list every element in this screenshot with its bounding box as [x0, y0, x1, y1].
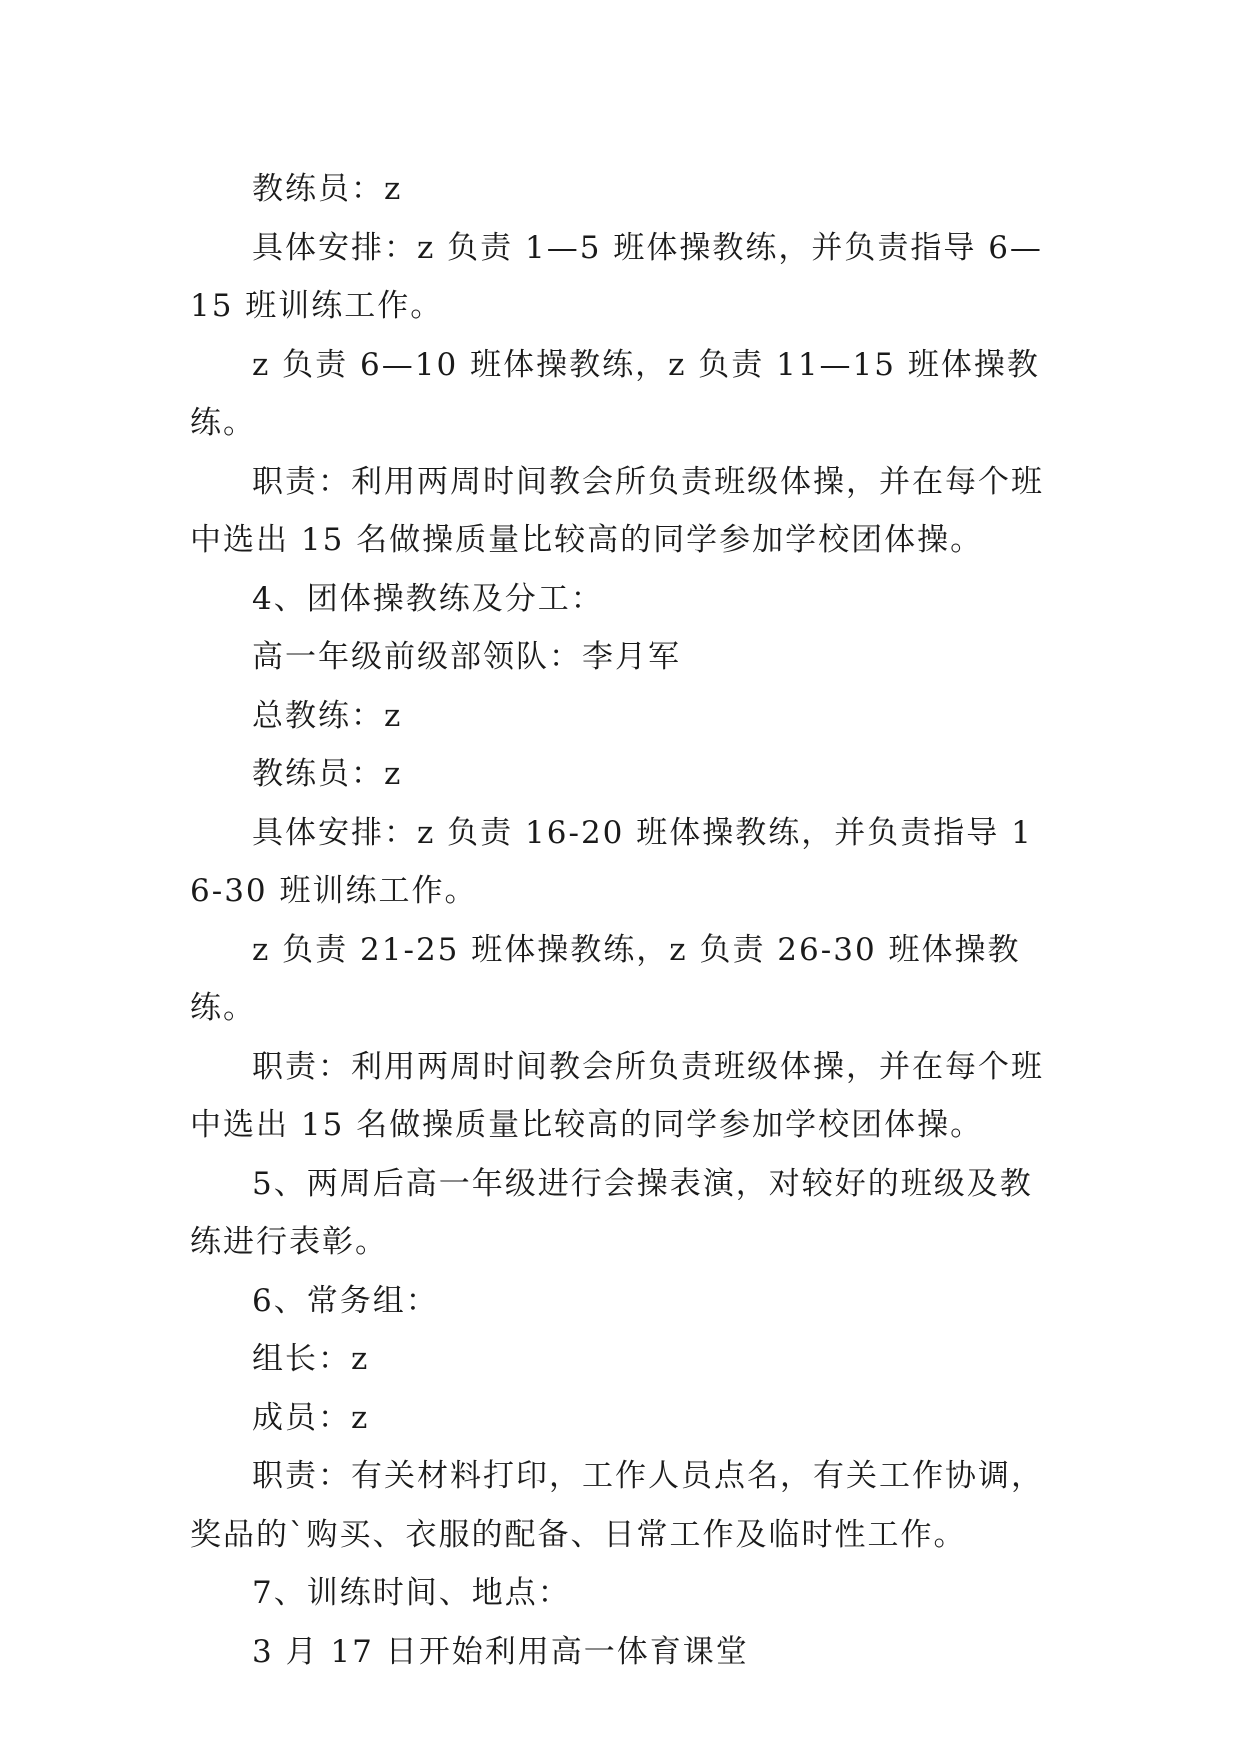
paragraph-duties-3: 职责：有关材料打印，工作人员点名，有关工作协调，奖品的`购买、衣服的配备、日常工作及临时性工作。	[190, 1458, 1044, 1553]
paragraph-training-start: 3 月 17 日开始利用高一体育课堂	[252, 1633, 749, 1670]
document-body	[190, 160, 1050, 1681]
paragraph-section-5: 5、两周后高一年级进行会操表演，对较好的班级及教练进行表彰。	[190, 1165, 1033, 1260]
paragraph-section-6-heading: 6、常务组：	[252, 1282, 439, 1319]
paragraph-section-7-heading: 7、训练时间、地点：	[252, 1575, 571, 1611]
paragraph-specific-arrangement-2: 具体安排：z 负责 16-20 班体操教练，并负责指导 16-30 班训练工作。	[190, 814, 1033, 909]
paragraph-specific-arrangement: 具体安排：z 负责 1—5 班体操教练，并负责指导 6—15 班训练工作。	[190, 229, 1043, 324]
paragraph-coach-staff-2: 教练员：z	[252, 756, 403, 792]
paragraph-section-4-heading: 4、团体操教练及分工：	[252, 580, 604, 617]
paragraph-duties-2: 职责：利用两周时间教会所负责班级体操，并在每个班中选出 15 名做操质量比较高的同学参加学校团体操。	[190, 1048, 1044, 1143]
paragraph-class-assignment-2: z 负责 21-25 班体操教练，z 负责 26-30 班体操教练。	[190, 931, 1021, 1026]
paragraph-group-leader: 组长：z	[252, 1341, 370, 1377]
paragraph-members: 成员：z	[252, 1399, 370, 1436]
paragraph-class-assignment: z 负责 6—10 班体操教练，z 负责 11—15 班体操教练。	[190, 346, 1040, 441]
paragraph-coach-staff: 教练员：z	[252, 171, 403, 207]
paragraph-head-coach: 总教练：z	[252, 697, 403, 734]
paragraph-team-leader: 高一年级前级部领队：李月军	[252, 639, 681, 675]
paragraph-duties: 职责：利用两周时间教会所负责班级体操，并在每个班中选出 15 名做操质量比较高的同学参加学校团体操。	[190, 463, 1044, 558]
